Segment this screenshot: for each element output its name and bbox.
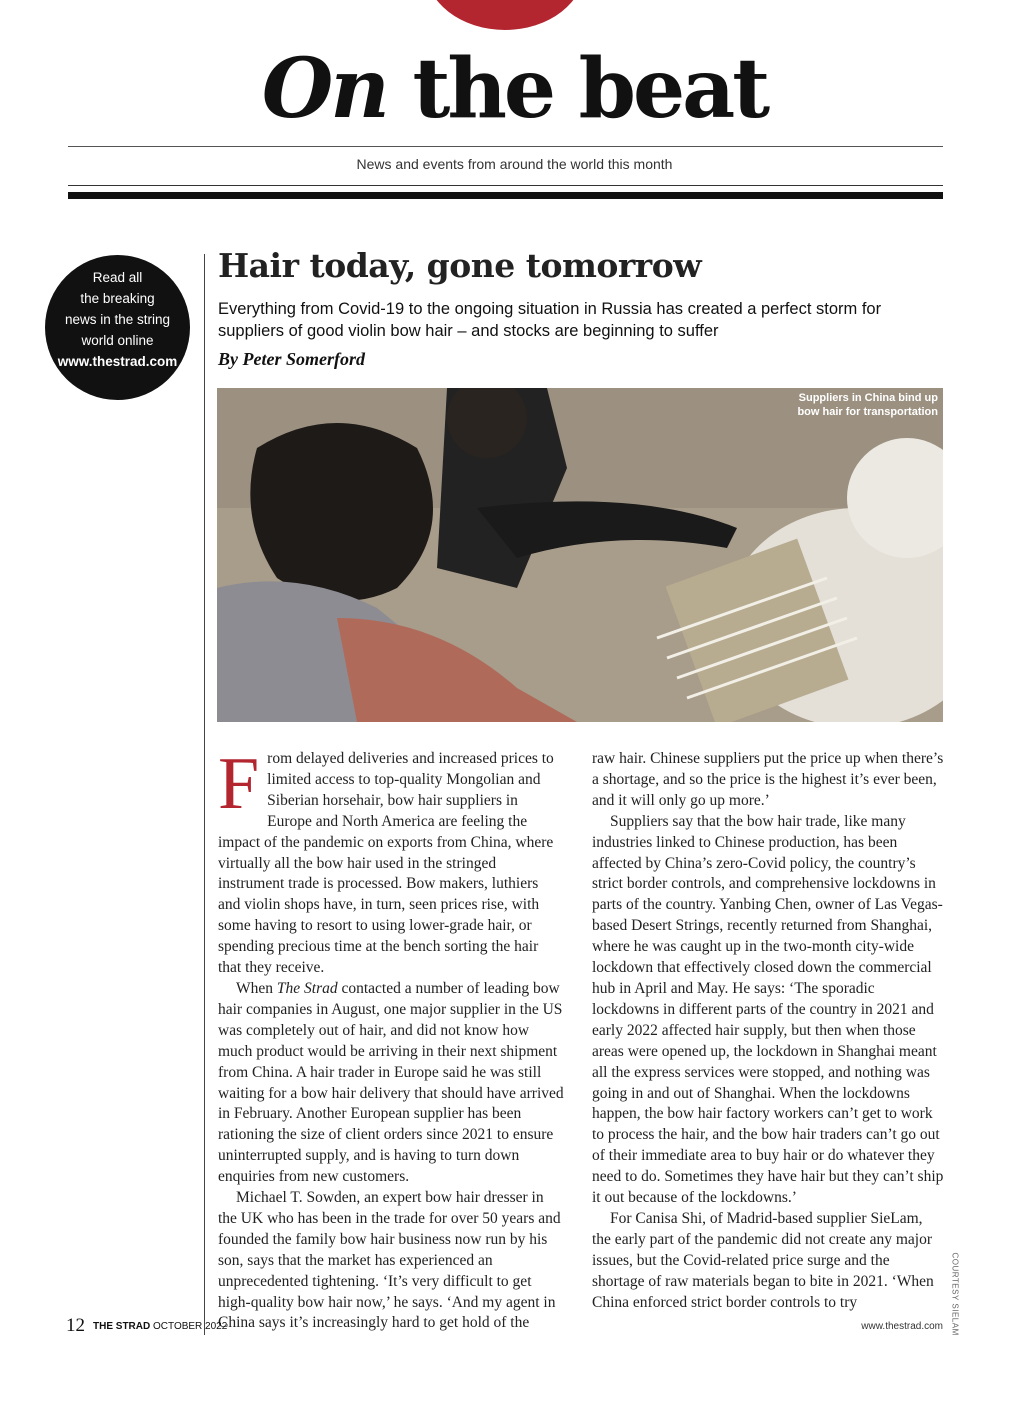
section-title-italic: On: [261, 41, 387, 137]
section-title: [0, 41, 1029, 137]
article-paragraph: Michael T. Sowden, an expert bow hair dresser in the UK who has been in the trade for over 50 years and founded the family bow hair business now run by his son, says that the market has experienced an unprecedented tightening. ‘It’s very difficult to get high-quality bow hair now,’ he says. ‘And my agent in China says it’s increasingly hard to get hold of the: [218, 1189, 561, 1332]
photo-credit-text: COURTESY SIELAM: [950, 1252, 960, 1336]
badge-line: the breaking: [80, 291, 155, 306]
article-column-1: [218, 743, 564, 1334]
section-subtitle: News and events from around the world this month: [356, 156, 673, 172]
header-divider-thick: [68, 192, 943, 199]
article-standfirst: Everything from Covid-19 to the ongoing situation in Russia has created a perfect storm for suppliers of good violin bow hair – and stocks are beginning to suffer: [218, 300, 882, 340]
drop-cap: F: [218, 743, 260, 825]
article-paragraph: raw hair. Chinese suppliers put the price up when there’s a shortage, and so the price is the highest it’s ever been, and it will only go up more.’: [592, 750, 944, 809]
footer-url-link[interactable]: www.thestrad.com: [861, 1321, 943, 1332]
header-red-circle: [425, 0, 585, 30]
paragraph-text: rom delayed deliveries and increased prices to limited access to top-quality Mongolian and Siberian horsehair, bow hair suppliers in Europe and North America are feeling the impact of the pandemic on exports from China, where virtually all the bow hair used in the stringed instrument trade is processed. Bow makers, luthiers and violin shops have, in turn, seen prices rise, with some having to resort to using lower-grade hair, or spending precious time at the bench sorting the hair that they receive.: [218, 750, 554, 977]
article-paragraph: [218, 979, 564, 1188]
photo-caption: [797, 391, 938, 419]
footer-magazine: [93, 1321, 227, 1332]
photo-credit: [950, 1252, 960, 1336]
article-byline: By Peter Somerford: [218, 349, 365, 369]
article-paragraph: Suppliers say that the bow hair trade, like many industries linked to Chinese production, has been affected by China’s zero-Covid policy, the country’s strict border controls, and comprehensive lockdowns in parts of the country. Yanbing Chen, owner of Las Vegas-based Desert Strings, recently returned from Shanghai, where he was caught up in the two-month city-wide lockdown that effectively closed down the commercial hub in April and May. He says: ‘The sporadic lockdowns in different parts of the country in 2021 and early 2022 affected hair supply, but then when those areas were opened up, the lockdown in Shanghai meant all the express services were stopped, and nothing was going in and out of Shanghai. When the lockdowns happen, the bow hair factory workers can’t get to work to process the hair, and the bow hair traders can’t go out of their immediate area to buy hair or do whatever they need to do. Sometimes they have hair but they can’t ship it out because of the lockdowns.’: [592, 812, 944, 1207]
header-divider-thin: [68, 185, 943, 186]
photo-caption-line: Suppliers in China bind up: [798, 392, 938, 404]
article-headline: Hair today, gone tomorrow: [218, 246, 702, 285]
article-paragraph: For Canisa Shi, of Madrid-based supplier SieLam, the early part of the pandemic did not create any major issues, but the Covid-related price surge and the shortage of raw materials began to bite in 2021. ‘When China enforced strict border controls to try: [592, 1209, 934, 1311]
paragraph-text: When: [236, 979, 277, 997]
badge-url-link[interactable]: www.thestrad.com: [57, 354, 178, 369]
article-column-2: [592, 749, 944, 1313]
photo-illustration: [217, 388, 943, 722]
badge-line: world online: [81, 333, 154, 348]
badge-line: Read all: [92, 270, 143, 285]
photo-caption-line: bow hair for transportation: [797, 406, 938, 418]
article-paragraph: [218, 743, 564, 979]
magazine-name: The Strad: [276, 979, 338, 997]
column-divider: [204, 254, 205, 1335]
paragraph-text: contacted a number of leading bow hair companies in August, one major supplier in the US was completely out of hair, and did not know how much product would be arriving in their next shipment from China. A hair trader in Europe said he was still waiting for a bow hair delivery that should have arrived in February. Another European supplier has been rationing the size of client orders since 2021 to ensure uninterrupted supply, and is having to turn down enquiries from new customers.: [218, 979, 564, 1186]
page-number: 12: [66, 1315, 85, 1336]
article-photo: [217, 388, 943, 722]
badge-line: news in the string: [64, 312, 171, 327]
header-divider: [68, 146, 943, 147]
issue-date: OCTOBER 2022: [153, 1321, 228, 1332]
magazine-title: THE STRAD: [93, 1321, 151, 1332]
online-news-badge[interactable]: [45, 255, 190, 400]
section-title-rest: the beat: [412, 41, 768, 137]
